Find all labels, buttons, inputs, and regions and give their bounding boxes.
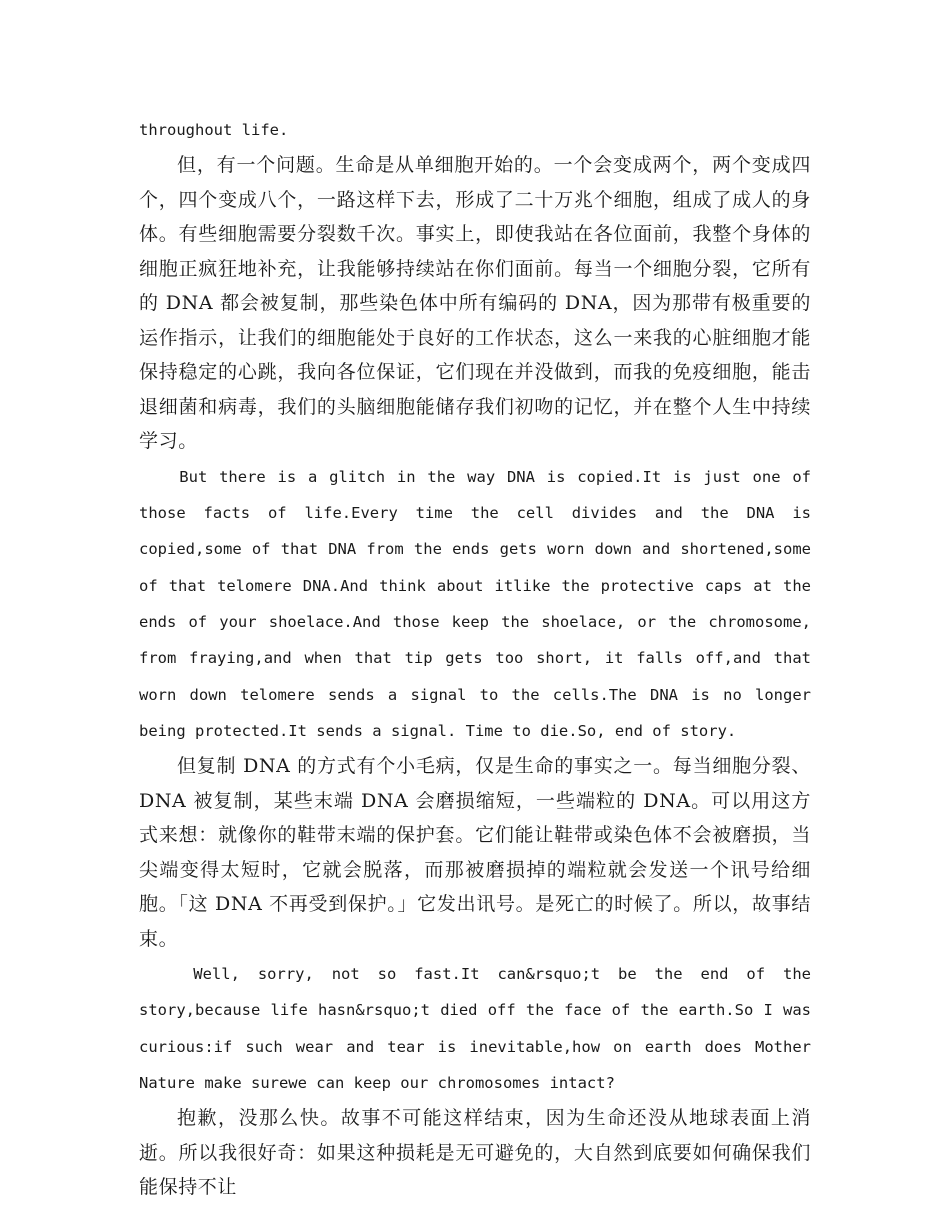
paragraph-en-continuation: throughout life.	[139, 121, 289, 139]
paragraph-zh-1: 但，有一个问题。生命是从单细胞开始的。一个会变成两个，两个变成四个，四个变成八个，一路这样下去，形成了二十万兆个细胞，组成了成人的身体。有些细胞需要分裂数千次。事实上，即使我站在各位面前，我整个身体的细胞正疯狂地补充，让我能够持续站在你们面前。每当一个细胞分裂，它所有的 DNA 都会被复制，那些染色体中所有编码的 DNA，因为那带有极重要的运作指示，让我们的细胞能处于良好的工作状态，这么一来我的心脏细胞才能保持稳定的心跳，我向各位保证，它们现在并没做到，而我的免疫细胞，能击退细菌和病毒，我们的头脑细胞能储存我们初吻的记忆，并在整个人生中持续学习。	[139, 154, 811, 453]
paragraph-en-1: But there is a glitch in the way DNA is copied.It is just one of those facts of life.Every time the cell divides and the DNA is copied,some of that DNA from the ends gets worn down and shortened,some of that telomere DNA.And think about itlike the protective caps at the ends of your shoelace.And those keep the shoelace, or the chromosome, from fraying,and when that tip gets too short, it falls off,and that worn down telomere sends a signal to the cells.The DNA is no longer being protected.It sends a signal. Time to die.So, end of story.	[139, 467, 811, 740]
paragraph-zh-2: 但复制 DNA 的方式有个小毛病，仅是生命的事实之一。每当细胞分裂、DNA 被复制，某些末端 DNA 会磨损缩短，一些端粒的 DNA。可以用这方式来想：就像你的鞋带末端的保护套。它们能让鞋带或染色体不会被磨损，当尖端变得太短时，它就会脱落，而那被磨损掉的端粒就会发送一个讯号给细胞。「这 DNA 不再受到保护。」它发出讯号。是死亡的时候了。所以，故事结束。	[139, 755, 811, 950]
paragraph-zh-3: 抱歉，没那么快。故事不可能这样结束，因为生命还没从地球表面上消逝。所以我很好奇：如果这种损耗是无可避免的，大自然到底要如何确保我们能保持不让	[139, 1107, 811, 1199]
document-page	[139, 112, 811, 1205]
paragraph-en-2: Well, sorry, not so fast.It can&rsquo;t be the end of the story,because life hasn&rsquo;t died off the face of the earth.So I was curious:if such wear and tear is inevitable,how on earth does Mother Nature make surewe can keep our chromosomes intact?	[139, 965, 811, 1093]
